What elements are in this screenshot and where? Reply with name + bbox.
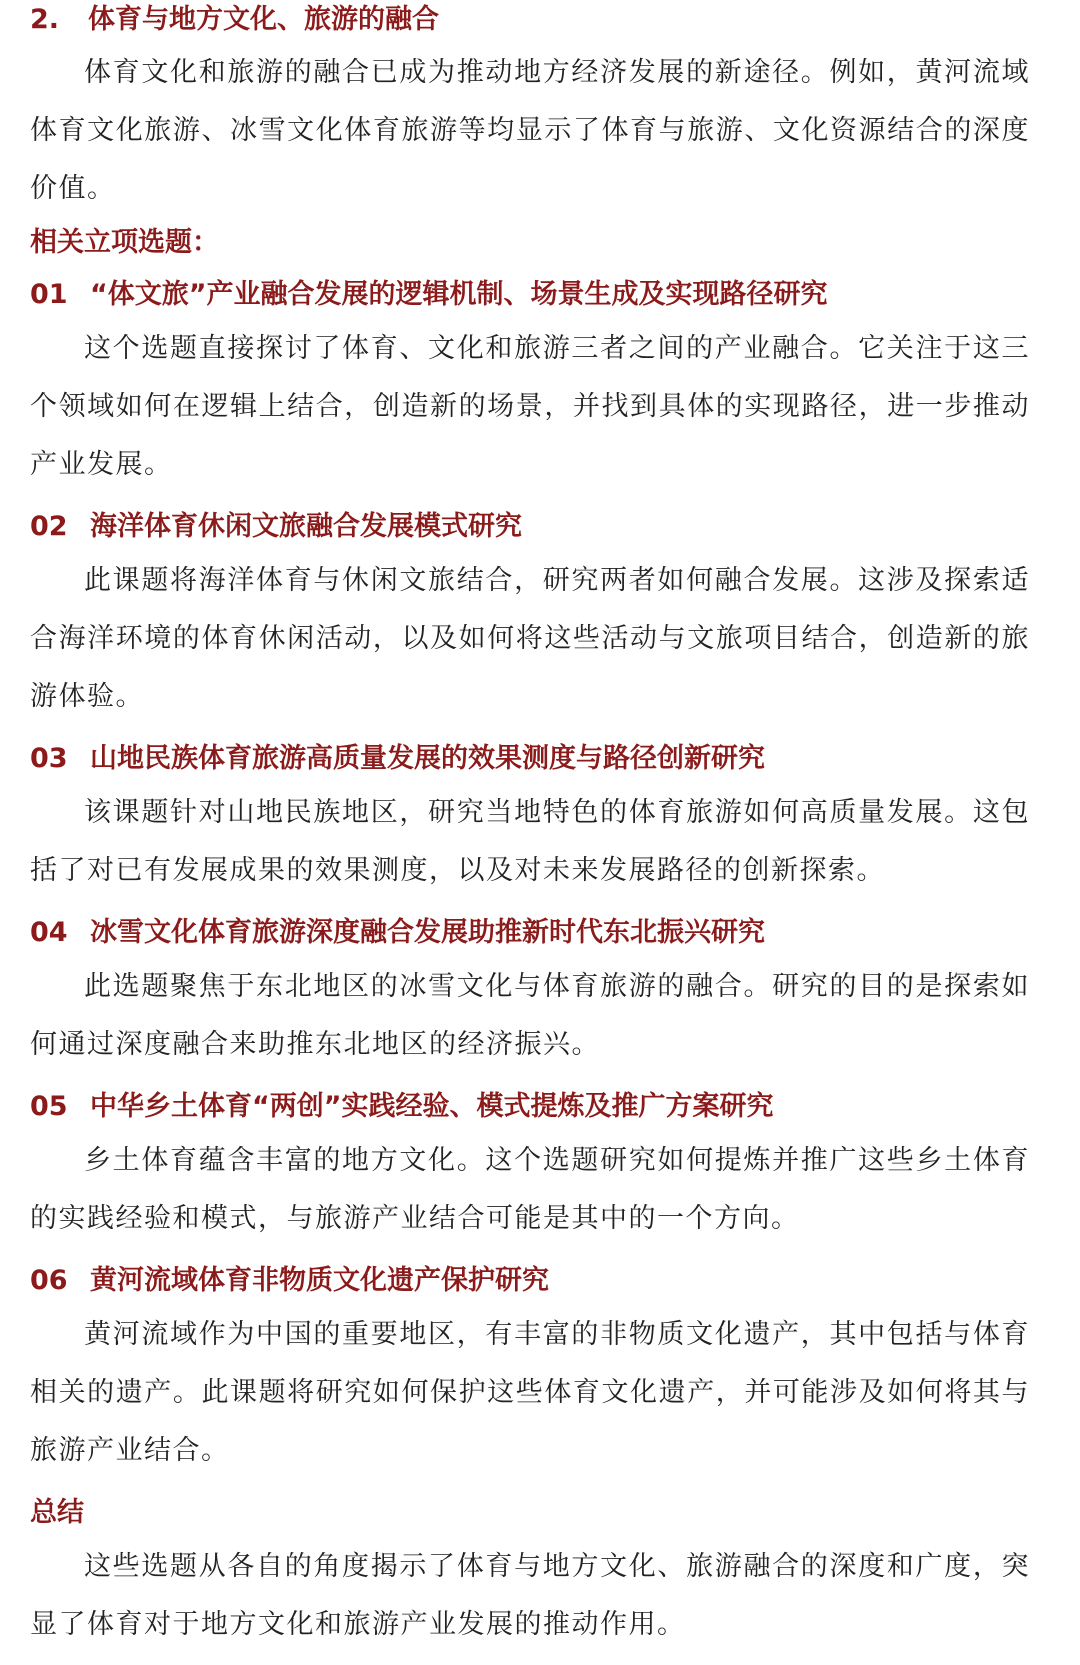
summary-body: 这些选题从各自的角度揭示了体育与地方文化、旅游融合的深度和广度，突显了体育对于地方文化和旅游产业发展的推动作用。: [30, 1551, 1030, 1640]
topic-item-02: [30, 502, 1030, 726]
topic-number: 03: [30, 743, 68, 774]
topic-item-04: [30, 908, 1030, 1074]
topic-title: 中华乡土体育“两创”实践经验、模式提炼及推广方案研究: [90, 1091, 774, 1122]
topic-heading: [30, 1082, 1030, 1132]
section-number: 2.: [30, 4, 60, 35]
topic-title: 山地民族体育旅游高质量发展的效果测度与路径创新研究: [90, 743, 765, 774]
topics-heading: 相关立项选题：: [30, 227, 219, 258]
topic-title: “体文旅”产业融合发展的逻辑机制、场景生成及实现路径研究: [90, 279, 828, 310]
topic-item-06: [30, 1256, 1030, 1480]
topic-body: 乡土体育蕴含丰富的地方文化。这个选题研究如何提炼并推广这些乡土体育的实践经验和模式，与旅游产业结合可能是其中的一个方向。: [30, 1145, 1030, 1234]
topic-title: 黄河流域体育非物质文化遗产保护研究: [90, 1265, 549, 1296]
document-page: [30, 0, 1030, 1654]
topic-item-01: [30, 270, 1030, 494]
section-title: 体育与地方文化、旅游的融合: [88, 4, 439, 35]
topic-item-03: [30, 734, 1030, 900]
topic-item-05: [30, 1082, 1030, 1248]
summary-heading: 总结: [30, 1497, 84, 1528]
topic-body: 此课题将海洋体育与休闲文旅结合，研究两者如何融合发展。这涉及探索适合海洋环境的体育休闲活动，以及如何将这些活动与文旅项目结合，创造新的旅游体验。: [30, 565, 1030, 712]
topic-body: 这个选题直接探讨了体育、文化和旅游三者之间的产业融合。它关注于这三个领域如何在逻辑上结合，创造新的场景，并找到具体的实现路径，进一步推动产业发展。: [30, 333, 1030, 480]
topic-heading: [30, 270, 1030, 320]
topic-number: 01: [30, 279, 68, 310]
topic-body: 黄河流域作为中国的重要地区，有丰富的非物质文化遗产，其中包括与体育相关的遗产。此课题将研究如何保护这些体育文化遗产，并可能涉及如何将其与旅游产业结合。: [30, 1319, 1030, 1466]
section-heading: [30, 0, 1030, 40]
topic-heading: [30, 1256, 1030, 1306]
topic-number: 05: [30, 1091, 68, 1122]
topic-body: 该课题针对山地民族地区，研究当地特色的体育旅游如何高质量发展。这包括了对已有发展成果的效果测度，以及对未来发展路径的创新探索。: [30, 797, 1030, 886]
topic-number: 02: [30, 511, 68, 542]
section-intro: 体育文化和旅游的融合已成为推动地方经济发展的新途径。例如，黄河流域体育文化旅游、冰雪文化体育旅游等均显示了体育与旅游、文化资源结合的深度价值。: [30, 57, 1030, 204]
topic-number: 04: [30, 917, 68, 948]
topic-body: 此选题聚焦于东北地区的冰雪文化与体育旅游的融合。研究的目的是探索如何通过深度融合来助推东北地区的经济振兴。: [30, 971, 1030, 1060]
topic-number: 06: [30, 1265, 68, 1296]
topic-heading: [30, 502, 1030, 552]
topic-heading: [30, 908, 1030, 958]
topic-heading: [30, 734, 1030, 784]
summary-section: [30, 1488, 1030, 1654]
topic-title: 冰雪文化体育旅游深度融合发展助推新时代东北振兴研究: [90, 917, 765, 948]
topic-title: 海洋体育休闲文旅融合发展模式研究: [90, 511, 522, 542]
